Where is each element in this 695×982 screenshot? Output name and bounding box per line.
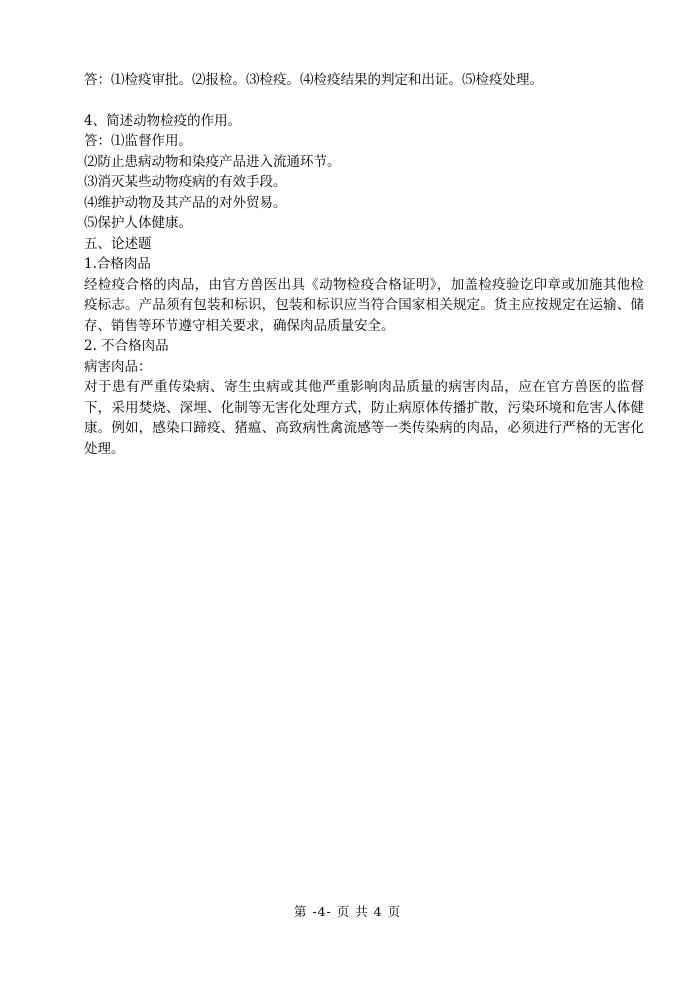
answer-4-item: ⑷维护动物及其产品的对外贸易。 [84,194,287,211]
answer-4-item: ⑶消灭某些动物疫病的有效手段。 [84,174,287,190]
question-4: 4、简述动物检疫的作用。 [84,112,242,129]
subheading-unqualified-meat: 2. 不合格肉品 [84,338,169,354]
answer-4-item: ⑸保护人体健康。 [84,215,192,231]
answer-4-item: 答：⑴监督作用。 [84,133,192,149]
paragraph-diseased-meat: 对于患有严重传染病、寄生虫病或其他严重影响肉品质量的病害肉品，应在官方兽医的监督下，采用焚烧、深埋、化制等无害化处理方式，防止病原体传播扩散，污染环境和危害人体健康。例如，感染口蹄疫、猪瘟、高致病性禽流感等一类传染病的肉品，必须进行严格的无害化处理。 [84,379,644,457]
section-heading: 五、论述题 [84,235,152,252]
answer-4-item: ⑵防止患病动物和染疫产品进入流通环节。 [84,153,341,170]
page-footer: 第 -4- 页 共 4 页 [293,904,402,919]
answer-3: 答：⑴检疫审批。⑵报检。⑶检疫。⑷检疫结果的判定和出证。⑸检疫处理。 [84,72,543,88]
subheading-qualified-meat: 1.合格肉品 [84,256,151,272]
blank-line [84,91,644,111]
paragraph-qualified-meat: 经检疫合格的肉品，由官方兽医出具《动物检疫合格证明》，加盖检疫验讫印章或加施其他检疫标志。产品须有包装和标识，包装和标识应当符合国家相关规定。货主应按规定在运输、储存、销售等环节遵守相关要求，确保肉品质量安全。 [84,276,644,334]
subheading-diseased-meat: 病害肉品： [84,358,152,375]
document-body [84,70,644,459]
